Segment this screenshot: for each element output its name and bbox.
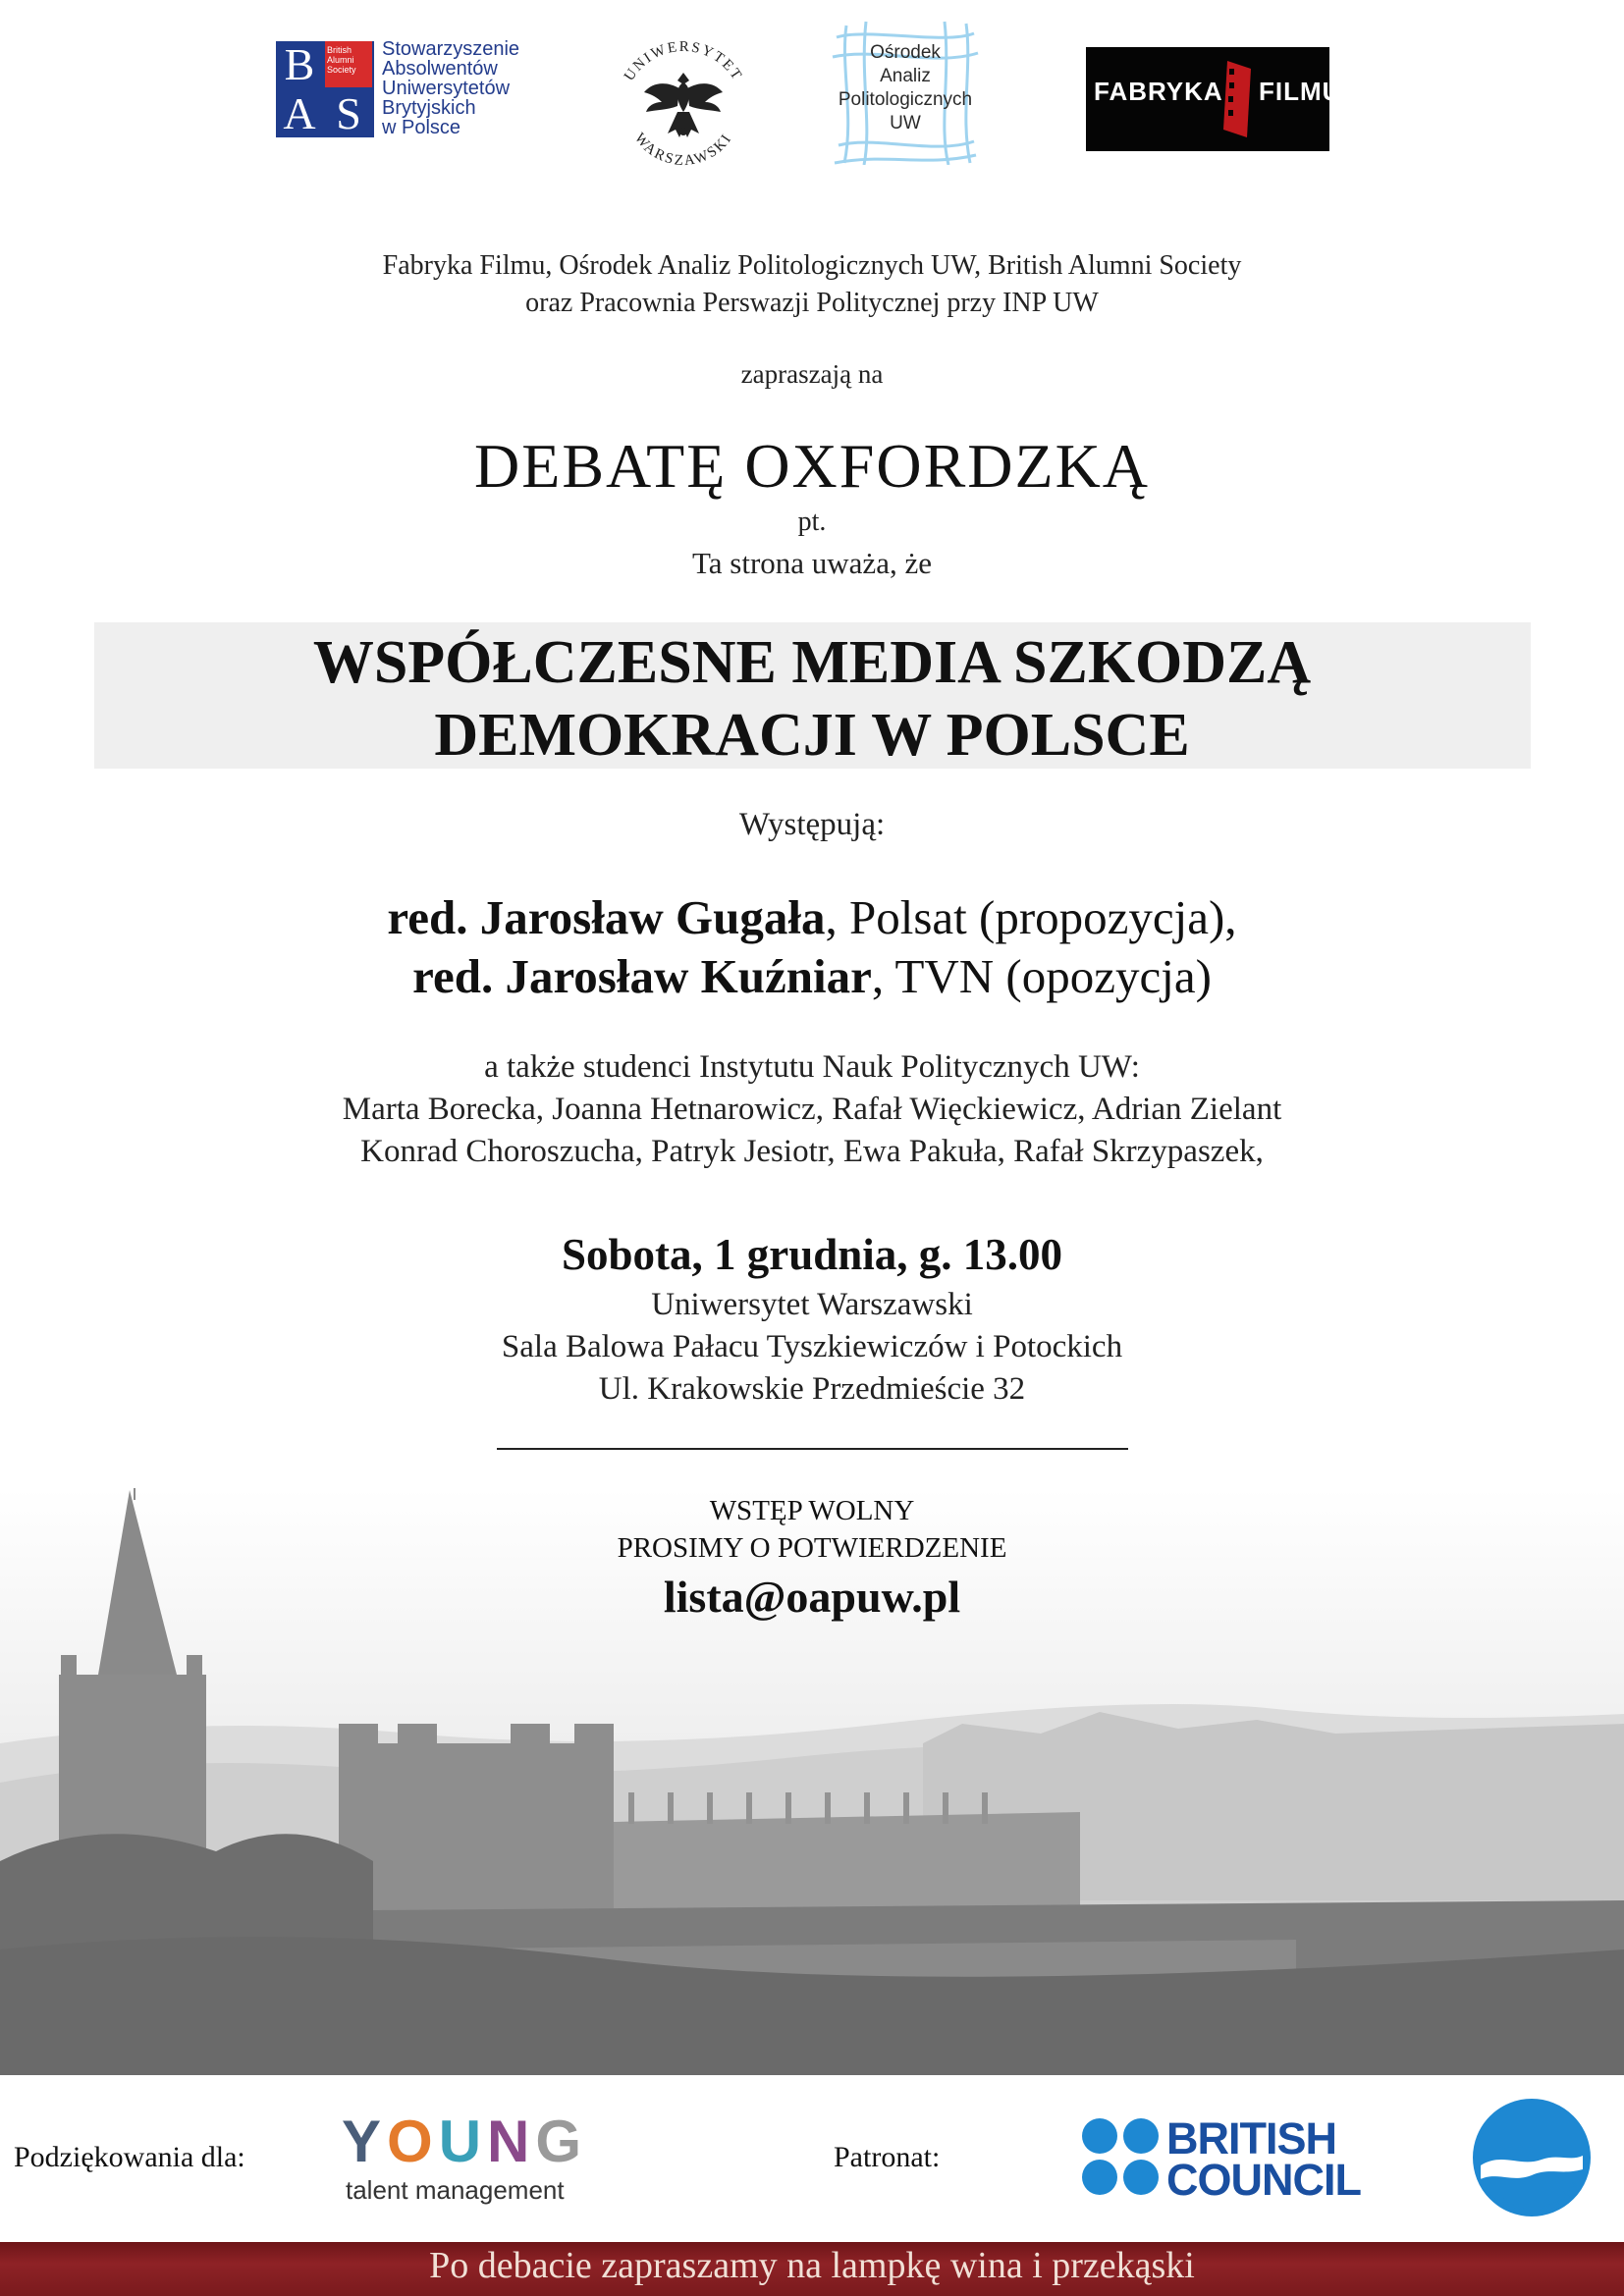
young-letter: U: [438, 2109, 488, 2174]
motion-title-line: DEMOKRACJI W POLSCE: [434, 702, 1190, 769]
bas-name-line: Uniwersytetów: [382, 78, 511, 99]
motion-intro: Ta strona uważa, że: [692, 546, 932, 580]
venue-line: Ul. Krakowskie Przedmieście 32: [598, 1371, 1026, 1407]
oap-line: Analiz: [880, 66, 931, 86]
speaker-affiliation: , TVN (opozycja): [871, 949, 1212, 1003]
szkola-text: SZKOŁA LIDERÓW: [1481, 2179, 1583, 2219]
bas-name-line: Brytyjskich: [382, 97, 476, 119]
bas-small-label: British Alumni Society: [325, 41, 372, 87]
students-block: [0, 1046, 1624, 1173]
uw-top-text: UNIWERSYTET: [622, 38, 745, 84]
event-type-heading: DEBATĘ OXFORDZKĄ: [474, 431, 1150, 501]
rsvp-block: [0, 1492, 1624, 1567]
motion-title: [0, 626, 1624, 772]
szkola-liderow-logo: [1463, 2097, 1600, 2234]
organizers-line: Fabryka Filmu, Ośrodek Analiz Politologicznych UW, British Alumni Society: [382, 250, 1242, 281]
oap-line: UW: [890, 113, 921, 133]
invite-text: zapraszają na: [740, 359, 884, 389]
speaker-proposition: [0, 889, 1624, 945]
filmu-word: FILMU: [1259, 77, 1342, 106]
young-sub: talent management: [346, 2175, 565, 2205]
fabryka-word: FABRYKA: [1094, 77, 1223, 106]
bc-line: BRITISH: [1166, 2113, 1336, 2163]
uw-seal-logo: [607, 29, 760, 177]
patron-label: Patronat:: [834, 2141, 941, 2173]
free-entry: WSTĘP WOLNY: [709, 1495, 915, 1526]
bas-name-line: Stowarzyszenie: [382, 38, 520, 60]
bottom-bar-text: Po debacie zapraszamy na lampkę wina i przekąski: [429, 2245, 1195, 2286]
bas-letter-grid: [276, 41, 374, 137]
venue-line: Uniwersytet Warszawski: [651, 1287, 973, 1322]
bas-letter-s: S: [325, 90, 372, 136]
hands-globe-icon: [1463, 2097, 1600, 2234]
bas-letter-b: B: [276, 41, 323, 87]
film-strip-icon: [1221, 61, 1257, 137]
oap-line: Politologicznych: [838, 89, 973, 110]
bas-logo: [276, 39, 541, 141]
young-letter: G: [535, 2109, 588, 2174]
uw-bottom-text: WARSZAWSKI: [630, 130, 735, 170]
venue-line: Sala Balowa Pałacu Tyszkiewiczów i Potockich: [501, 1329, 1123, 1364]
young-letter: N: [487, 2109, 536, 2174]
speakers-label: Występują:: [738, 807, 886, 842]
event-date: Sobota, 1 grudnia, g. 13.00: [561, 1230, 1063, 1279]
british-council-logo: [1080, 2110, 1375, 2209]
students-names: Konrad Choroszucha, Patryk Jesiotr, Ewa Pakuła, Rafał Skrzypaszek,: [360, 1134, 1264, 1169]
young-word: [342, 2110, 587, 2173]
fabryka-filmu-logo: [1086, 47, 1342, 151]
divider: [497, 1448, 1128, 1450]
oap-line: Ośrodek: [870, 42, 941, 63]
speaker-opposition: [0, 948, 1624, 1004]
organizers-line: oraz Pracownia Perswazji Politycznej przy INP UW: [525, 288, 1099, 318]
speaker-affiliation: , Polsat (propozycja),: [825, 890, 1237, 944]
bas-name-line: w Polsce: [382, 117, 461, 138]
oap-logo: [827, 18, 984, 165]
pt-text: pt.: [797, 507, 827, 537]
british-council-dots-icon: [1080, 2116, 1163, 2199]
eagle-emblem-icon: [607, 29, 760, 177]
rsvp-email[interactable]: lista@oapuw.pl: [663, 1572, 961, 1622]
young-talent-logo: [342, 2109, 588, 2209]
organizers: [0, 247, 1624, 322]
svg-text:WARSZAWSKI: [631, 131, 735, 169]
students-intro: a także studenci Instytutu Nauk Politycznych UW:: [484, 1049, 1140, 1085]
thanks-label: Podziękowania dla:: [14, 2141, 245, 2173]
speaker-name: red. Jarosław Kuźniar: [412, 949, 872, 1003]
young-letter: Y: [342, 2109, 388, 2174]
oap-name: [827, 41, 984, 135]
british-council-name: [1166, 2113, 1361, 2205]
motion-title-line: WSPÓŁCZESNE MEDIA SZKODZĄ: [312, 629, 1312, 696]
event-venue: [0, 1284, 1624, 1411]
bas-name-line: Absolwentów: [382, 58, 498, 80]
bas-letter-a: A: [276, 90, 323, 136]
students-names: Marta Borecka, Joanna Hetnarowicz, Rafał Więckiewicz, Adrian Zielant: [342, 1092, 1282, 1127]
bas-name: [382, 39, 549, 137]
speaker-name: red. Jarosław Gugała: [387, 890, 826, 944]
young-letter: O: [387, 2109, 439, 2174]
confirm-request: PROSIMY O POTWIERDZENIE: [617, 1532, 1007, 1564]
bc-line: COUNCIL: [1166, 2155, 1361, 2205]
